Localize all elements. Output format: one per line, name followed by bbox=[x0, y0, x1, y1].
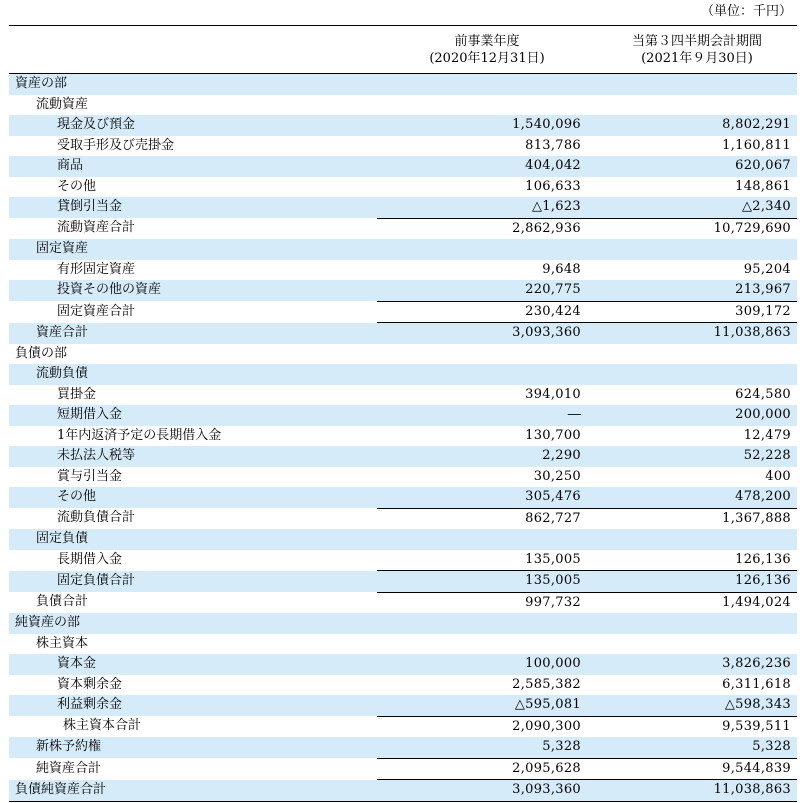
row-label: 1年内返済予定の長期借入金 bbox=[57, 427, 222, 443]
prev-value: 1,540,096 bbox=[377, 115, 597, 136]
prev-value bbox=[377, 74, 597, 95]
row-label: 固定資産 bbox=[9, 239, 377, 260]
table-row bbox=[9, 136, 797, 157]
row-label: 流動資産 bbox=[36, 96, 89, 112]
table-row bbox=[9, 487, 797, 508]
row-label: 資産の部 bbox=[9, 74, 377, 95]
current-value: 1,367,888 bbox=[597, 508, 797, 529]
current-value: 148,861 bbox=[735, 178, 791, 194]
table-row bbox=[9, 571, 797, 593]
current-value: 95,204 bbox=[743, 261, 791, 277]
row-label: 短期借入金 bbox=[9, 405, 377, 426]
table-row bbox=[9, 239, 797, 260]
row-label: 負債の部 bbox=[15, 345, 68, 361]
table-row bbox=[9, 364, 797, 385]
row-label: 資本剰余金 bbox=[57, 676, 123, 692]
prev-value: 2,862,936 bbox=[377, 218, 597, 239]
current-value: 6,311,618 bbox=[722, 676, 791, 692]
table-row bbox=[9, 467, 797, 488]
current-value: 11,038,863 bbox=[597, 780, 797, 802]
prev-value: 862,727 bbox=[377, 508, 597, 529]
row-label: 投資その他の資産 bbox=[9, 280, 377, 301]
current-value: 9,544,839 bbox=[597, 758, 797, 780]
prev-value: 2,090,300 bbox=[377, 716, 597, 737]
table-row bbox=[9, 529, 797, 550]
current-value: 624,580 bbox=[735, 386, 791, 402]
prev-value: 135,005 bbox=[525, 551, 581, 567]
current-value: 1,494,024 bbox=[597, 592, 797, 613]
row-label: 資本金 bbox=[9, 654, 377, 675]
current-value bbox=[597, 95, 797, 116]
row-label: 貸倒引当金 bbox=[9, 197, 377, 218]
current-value: 200,000 bbox=[597, 405, 797, 426]
row-label: 長期借入金 bbox=[57, 551, 123, 567]
row-label: その他 bbox=[9, 487, 377, 508]
header-prev-period bbox=[377, 26, 597, 74]
table-row bbox=[9, 323, 797, 344]
current-value bbox=[597, 613, 797, 634]
row-label: 負債純資産合計 bbox=[9, 780, 377, 802]
prev-value: 5,328 bbox=[377, 737, 597, 758]
current-value: 52,228 bbox=[597, 446, 797, 467]
current-period-date: (2021年９月30日) bbox=[641, 50, 753, 66]
current-value bbox=[597, 344, 797, 365]
current-value: 400 bbox=[765, 468, 791, 484]
current-period-title: 当第３四半期会計期間 bbox=[631, 33, 762, 49]
current-value bbox=[597, 529, 797, 550]
row-label: 株主資本合計 bbox=[63, 718, 142, 734]
table-row bbox=[9, 592, 797, 613]
prev-value: 30,250 bbox=[533, 468, 581, 484]
table-row bbox=[9, 74, 797, 95]
table-row bbox=[9, 613, 797, 634]
row-label: 純資産の部 bbox=[9, 613, 377, 634]
prev-value: 9,648 bbox=[542, 261, 581, 277]
current-value: 8,802,291 bbox=[597, 115, 797, 136]
prev-value: 100,000 bbox=[377, 654, 597, 675]
row-label: 固定負債 bbox=[9, 529, 377, 550]
table-header bbox=[9, 26, 797, 74]
prev-value bbox=[377, 613, 597, 634]
prev-value: 813,786 bbox=[525, 137, 581, 153]
row-label: 株主資本 bbox=[36, 635, 89, 651]
prev-value: 394,010 bbox=[525, 386, 581, 402]
prev-value bbox=[377, 529, 597, 550]
current-value: 9,539,511 bbox=[597, 716, 797, 737]
current-value: 1,160,811 bbox=[722, 137, 791, 153]
current-value: 213,967 bbox=[597, 280, 797, 301]
current-value: 126,136 bbox=[735, 551, 791, 567]
row-label: 利益剰余金 bbox=[9, 695, 377, 716]
prev-value: 2,095,628 bbox=[377, 758, 597, 780]
table-row bbox=[9, 780, 797, 802]
table-row bbox=[9, 344, 797, 365]
current-value: 3,826,236 bbox=[597, 654, 797, 675]
table-row bbox=[9, 716, 797, 737]
current-value: 309,172 bbox=[597, 301, 797, 323]
prev-value: 106,633 bbox=[525, 178, 581, 194]
table-row bbox=[9, 95, 797, 116]
row-label: 資産合計 bbox=[9, 323, 377, 344]
prev-value: 220,775 bbox=[377, 280, 597, 301]
current-value bbox=[597, 364, 797, 385]
current-value: 10,729,690 bbox=[597, 218, 797, 239]
current-value: △2,340 bbox=[597, 197, 797, 218]
row-label: 未払法人税等 bbox=[9, 446, 377, 467]
prev-value: 3,093,360 bbox=[377, 323, 597, 344]
prev-value: 997,732 bbox=[377, 592, 597, 613]
prev-value: 2,290 bbox=[377, 446, 597, 467]
table-row bbox=[9, 634, 797, 655]
table-row bbox=[9, 301, 797, 323]
row-label: 流動負債合計 bbox=[57, 510, 136, 526]
header-current-period bbox=[597, 26, 797, 74]
prev-value: 305,476 bbox=[377, 487, 597, 508]
prev-value: △595,081 bbox=[377, 695, 597, 716]
table-row bbox=[9, 218, 797, 239]
prev-value: 404,042 bbox=[377, 156, 597, 177]
prev-value: 2,585,382 bbox=[512, 676, 581, 692]
prev-value: 130,700 bbox=[525, 427, 581, 443]
prev-value: △1,623 bbox=[377, 197, 597, 218]
prev-value: 135,005 bbox=[377, 571, 597, 593]
table-row bbox=[9, 695, 797, 716]
prev-period-title: 前事業年度 bbox=[454, 33, 520, 49]
current-value: △598,343 bbox=[597, 695, 797, 716]
unit-label: （単位：千円） bbox=[700, 4, 792, 19]
row-label: 新株予約権 bbox=[9, 737, 377, 758]
table-row bbox=[9, 508, 797, 529]
current-value: 5,328 bbox=[597, 737, 797, 758]
row-label: 現金及び預金 bbox=[9, 115, 377, 136]
current-value bbox=[597, 239, 797, 260]
prev-period-date: (2020年12月31日) bbox=[429, 50, 545, 66]
table-row bbox=[9, 654, 797, 675]
row-label: 固定負債合計 bbox=[9, 571, 377, 593]
row-label: その他 bbox=[57, 178, 97, 194]
table-row bbox=[9, 385, 797, 406]
row-label: 固定資産合計 bbox=[57, 303, 136, 319]
prev-value bbox=[377, 364, 597, 385]
row-label: 純資産合計 bbox=[36, 760, 102, 776]
row-label: 流動資産合計 bbox=[57, 220, 136, 236]
prev-value bbox=[377, 634, 597, 655]
header-label-column bbox=[9, 26, 377, 74]
current-value: 478,200 bbox=[597, 487, 797, 508]
table-row bbox=[9, 758, 797, 780]
prev-value bbox=[377, 239, 597, 260]
current-value: 620,067 bbox=[597, 156, 797, 177]
prev-value bbox=[377, 95, 597, 116]
balance-sheet-table bbox=[9, 25, 797, 802]
row-label: 流動負債 bbox=[9, 364, 377, 385]
table-row bbox=[9, 177, 797, 198]
table-row bbox=[9, 675, 797, 696]
table-row bbox=[9, 197, 797, 218]
current-value bbox=[597, 634, 797, 655]
table-row bbox=[9, 550, 797, 571]
row-label: 受取手形及び売掛金 bbox=[57, 137, 175, 153]
current-value: 12,479 bbox=[743, 427, 791, 443]
row-label: 負債合計 bbox=[36, 594, 89, 610]
current-value: 126,136 bbox=[597, 571, 797, 593]
table-row bbox=[9, 737, 797, 758]
table-row bbox=[9, 115, 797, 136]
table-body bbox=[9, 74, 797, 802]
prev-value bbox=[377, 344, 597, 365]
current-value bbox=[597, 74, 797, 95]
table-row bbox=[9, 446, 797, 467]
table-row bbox=[9, 260, 797, 281]
table-row bbox=[9, 156, 797, 177]
prev-value: 3,093,360 bbox=[377, 780, 597, 802]
row-label: 商品 bbox=[9, 156, 377, 177]
current-value: 11,038,863 bbox=[597, 323, 797, 344]
prev-value: 230,424 bbox=[377, 301, 597, 323]
row-label: 賞与引当金 bbox=[57, 468, 123, 484]
row-label: 有形固定資産 bbox=[57, 261, 136, 277]
row-label: 買掛金 bbox=[57, 386, 97, 402]
table-row bbox=[9, 405, 797, 426]
table-row bbox=[9, 280, 797, 301]
table-row bbox=[9, 426, 797, 447]
prev-value: ― bbox=[377, 405, 597, 426]
